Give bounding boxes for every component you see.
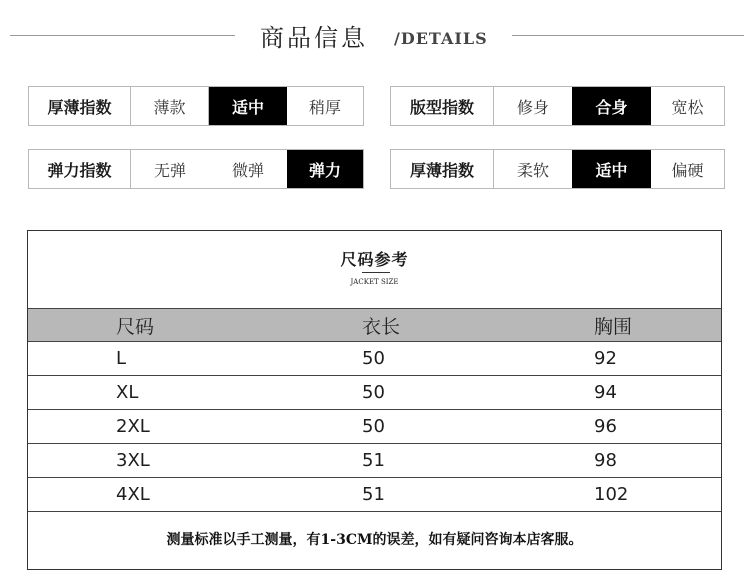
page-title: 商品信息 [260, 24, 368, 52]
size-reference-subtitle: JACKET SIZE [350, 278, 399, 286]
column-header-size: 尺码 [116, 315, 155, 338]
index-option-selected: 合身 [572, 87, 651, 125]
column-header-length: 衣长 [362, 315, 401, 338]
thickness-index [28, 86, 364, 126]
index-option-selected: 适中 [209, 87, 287, 125]
index-option: 薄款 [131, 87, 209, 125]
size-reference-card [27, 230, 722, 570]
column-header-chest: 胸围 [594, 315, 633, 338]
cell-size: 2XL [116, 416, 150, 437]
index-label: 版型指数 [391, 87, 494, 125]
size-reference-title: 尺码参考 [340, 250, 409, 269]
cell-length: 50 [362, 348, 385, 369]
index-label: 厚薄指数 [29, 87, 131, 125]
cell-length: 51 [362, 450, 385, 471]
index-option: 稍厚 [308, 97, 341, 117]
cell-size: L [116, 348, 127, 369]
softness-index [390, 149, 725, 189]
title-divider [362, 272, 390, 273]
cell-length: 50 [362, 382, 385, 403]
index-option: 无弹 [153, 160, 186, 180]
cell-chest: 96 [594, 416, 617, 437]
index-option: 宽松 [671, 97, 704, 117]
table-row [28, 342, 721, 376]
cell-size: 3XL [116, 450, 150, 471]
cell-chest: 92 [594, 348, 617, 369]
size-table-header [28, 308, 721, 342]
fit-index [390, 86, 725, 126]
index-option: 柔软 [516, 160, 549, 180]
cell-chest: 94 [594, 382, 617, 403]
cell-size: XL [116, 382, 139, 403]
header-divider-right [512, 35, 744, 36]
index-option-selected: 弹力 [287, 150, 363, 188]
index-option: 微弹 [231, 160, 264, 180]
header-divider-left [10, 35, 235, 36]
index-option-selected: 适中 [572, 150, 651, 188]
measurement-note: 测量标准以手工测量，有1-3CM的误差，如有疑问咨询本店客服。 [166, 532, 583, 548]
table-row [28, 478, 721, 512]
cell-length: 51 [362, 484, 385, 505]
cell-chest: 102 [594, 484, 629, 505]
index-label: 弹力指数 [29, 150, 131, 188]
cell-size: 4XL [116, 484, 150, 505]
cell-length: 50 [362, 416, 385, 437]
table-row [28, 444, 721, 478]
index-label: 厚薄指数 [391, 150, 494, 188]
table-row [28, 376, 721, 410]
page-subtitle: /DETAILS [394, 29, 488, 48]
index-option: 偏硬 [671, 160, 704, 180]
table-row [28, 410, 721, 444]
cell-chest: 98 [594, 450, 617, 471]
index-option: 修身 [516, 97, 549, 117]
elasticity-index [28, 149, 364, 189]
